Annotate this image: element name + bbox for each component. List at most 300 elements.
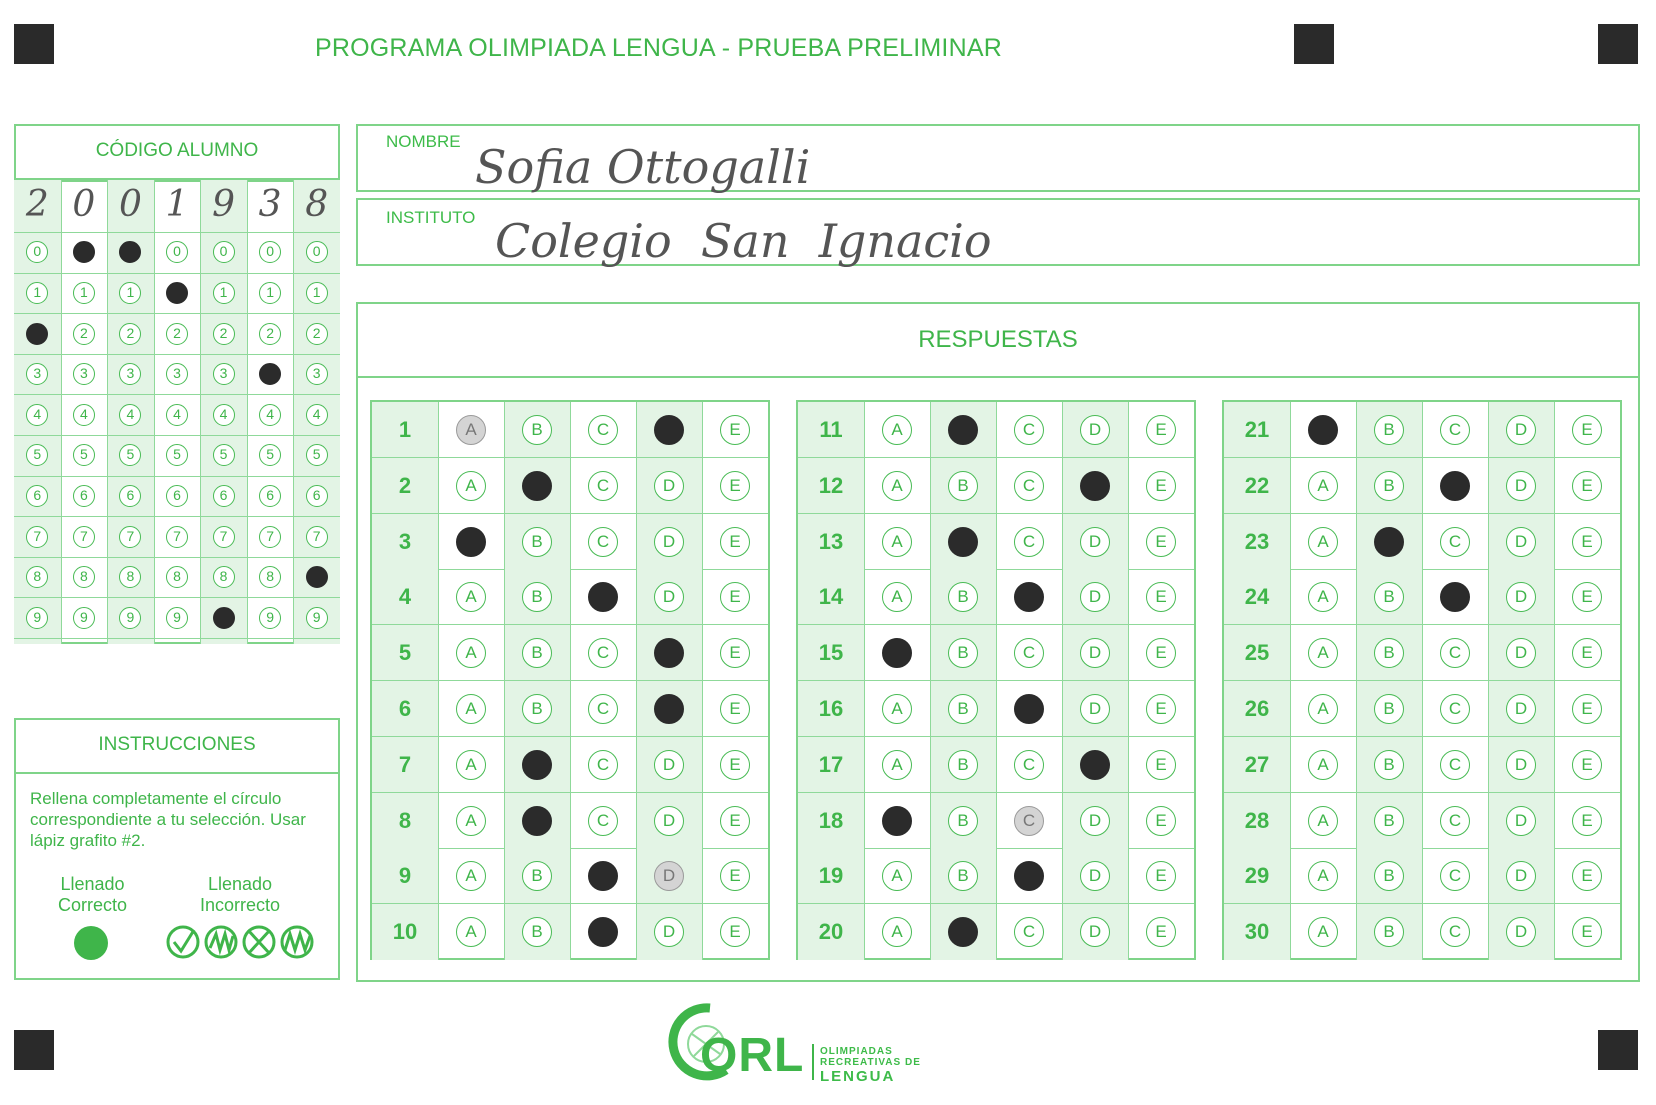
codigo-column-divider bbox=[247, 180, 248, 644]
codigo-bubble[interactable]: 0 bbox=[213, 241, 235, 263]
answer-bubble[interactable]: C bbox=[588, 750, 618, 780]
codigo-digit: 8 bbox=[305, 184, 329, 225]
answer-bubble[interactable]: E bbox=[1146, 582, 1176, 612]
answer-bubble[interactable] bbox=[588, 917, 618, 947]
answer-bubble[interactable] bbox=[1014, 582, 1044, 612]
answer-bubble[interactable]: C bbox=[588, 527, 618, 557]
codigo-bubble[interactable]: 0 bbox=[259, 241, 281, 263]
answer-bubble[interactable]: C bbox=[1440, 694, 1470, 724]
answer-bubble[interactable]: E bbox=[720, 917, 750, 947]
answer-bubble[interactable]: A bbox=[456, 638, 486, 668]
answer-cell bbox=[1356, 514, 1422, 570]
answer-bubble[interactable]: B bbox=[522, 638, 552, 668]
answer-cell bbox=[1488, 848, 1554, 904]
answer-bubble[interactable]: E bbox=[720, 638, 750, 668]
answer-cell bbox=[438, 904, 504, 960]
answer-bubble[interactable]: A bbox=[1308, 806, 1338, 836]
codigo-bubble[interactable]: 7 bbox=[166, 526, 188, 548]
answer-bubble[interactable]: A bbox=[882, 415, 912, 445]
codigo-bubble[interactable]: 1 bbox=[213, 282, 235, 304]
answer-bubble[interactable]: E bbox=[720, 806, 750, 836]
answer-cell bbox=[1488, 625, 1554, 681]
answer-bubble[interactable]: D bbox=[654, 917, 684, 947]
answer-bubble[interactable]: B bbox=[948, 861, 978, 891]
answer-bubble[interactable]: A bbox=[1308, 638, 1338, 668]
answer-bubble[interactable]: C bbox=[1440, 750, 1470, 780]
answer-bubble[interactable]: D bbox=[1506, 638, 1536, 668]
answer-col-divider bbox=[636, 793, 637, 849]
codigo-bubble[interactable]: 3 bbox=[306, 363, 328, 385]
codigo-bubble[interactable]: 8 bbox=[73, 566, 95, 588]
answer-bubble[interactable]: A bbox=[882, 471, 912, 501]
answer-col-divider bbox=[1128, 793, 1129, 849]
registration-mark-top-middle bbox=[1294, 24, 1334, 64]
answer-bubble[interactable]: E bbox=[1572, 917, 1602, 947]
answer-col-divider bbox=[864, 402, 865, 458]
answer-cell bbox=[1290, 458, 1356, 514]
codigo-bubble[interactable]: 4 bbox=[166, 404, 188, 426]
codigo-bubble[interactable]: 4 bbox=[259, 404, 281, 426]
answer-col-divider bbox=[1062, 793, 1063, 849]
codigo-bubble[interactable]: 9 bbox=[166, 607, 188, 629]
answer-bubble[interactable]: D bbox=[1506, 806, 1536, 836]
answer-bubble[interactable]: A bbox=[882, 527, 912, 557]
codigo-bubble[interactable]: 3 bbox=[166, 363, 188, 385]
codigo-bubble[interactable]: 1 bbox=[259, 282, 281, 304]
answer-cell bbox=[1554, 848, 1620, 904]
answer-bubble[interactable] bbox=[948, 527, 978, 557]
codigo-bubble[interactable]: 9 bbox=[306, 607, 328, 629]
answer-bubble[interactable]: D bbox=[1506, 582, 1536, 612]
answer-bubble[interactable]: E bbox=[1572, 527, 1602, 557]
answer-bubble[interactable] bbox=[1308, 415, 1338, 445]
answer-bubble[interactable] bbox=[522, 471, 552, 501]
answer-bubble[interactable]: D bbox=[1080, 694, 1110, 724]
answer-col-divider bbox=[996, 458, 997, 514]
answer-cell bbox=[1488, 458, 1554, 514]
answer-bubble[interactable] bbox=[522, 750, 552, 780]
answer-bubble[interactable]: A bbox=[882, 694, 912, 724]
codigo-bubble[interactable]: 3 bbox=[26, 363, 48, 385]
answer-bubble[interactable]: D bbox=[1080, 806, 1110, 836]
answer-col-divider bbox=[1062, 458, 1063, 514]
answer-bubble[interactable]: D bbox=[1506, 750, 1536, 780]
respuestas-divider bbox=[356, 376, 1640, 378]
codigo-bubble[interactable]: 0 bbox=[26, 241, 48, 263]
answer-bubble[interactable]: B bbox=[1374, 861, 1404, 891]
answer-bubble[interactable]: A bbox=[456, 582, 486, 612]
codigo-bubble[interactable]: 3 bbox=[213, 363, 235, 385]
answer-bubble[interactable]: A bbox=[1308, 861, 1338, 891]
answer-col-divider bbox=[570, 625, 571, 681]
answer-bubble[interactable] bbox=[654, 415, 684, 445]
answer-bubble[interactable]: B bbox=[948, 750, 978, 780]
answer-bubble[interactable]: B bbox=[522, 527, 552, 557]
codigo-bubble[interactable]: 2 bbox=[259, 323, 281, 345]
codigo-bubble[interactable] bbox=[213, 607, 235, 629]
answer-bubble[interactable] bbox=[948, 415, 978, 445]
answer-bubble[interactable]: B bbox=[948, 638, 978, 668]
codigo-bubble[interactable]: 2 bbox=[73, 323, 95, 345]
codigo-bubble[interactable]: 8 bbox=[166, 566, 188, 588]
answer-bubble[interactable]: E bbox=[1572, 806, 1602, 836]
answer-col-divider bbox=[636, 681, 637, 737]
answer-bubble[interactable]: B bbox=[1374, 415, 1404, 445]
answer-cell bbox=[702, 402, 768, 458]
answer-bubble[interactable]: D bbox=[1080, 527, 1110, 557]
answer-bubble[interactable]: E bbox=[1146, 806, 1176, 836]
answer-bubble[interactable]: B bbox=[522, 415, 552, 445]
answer-cell bbox=[864, 681, 930, 737]
answer-bubble[interactable]: E bbox=[1146, 638, 1176, 668]
answer-bubble[interactable]: C bbox=[1014, 638, 1044, 668]
answer-bubble[interactable]: D bbox=[1080, 638, 1110, 668]
answer-cell bbox=[1554, 514, 1620, 570]
answer-bubble[interactable]: A bbox=[456, 694, 486, 724]
answer-bubble[interactable]: D bbox=[1080, 415, 1110, 445]
answer-col-divider bbox=[864, 904, 865, 960]
codigo-bubble[interactable]: 0 bbox=[306, 241, 328, 263]
answer-bubble[interactable]: D bbox=[1506, 471, 1536, 501]
answer-bubble[interactable]: E bbox=[1146, 471, 1176, 501]
answer-cell bbox=[1062, 458, 1128, 514]
answer-bubble[interactable]: C bbox=[1014, 750, 1044, 780]
answer-bubble[interactable]: A bbox=[1308, 750, 1338, 780]
answer-col-divider bbox=[930, 625, 931, 681]
codigo-bubble[interactable]: 6 bbox=[26, 485, 48, 507]
answer-bubble[interactable]: D bbox=[1506, 527, 1536, 557]
codigo-bubble[interactable]: 7 bbox=[306, 526, 328, 548]
answer-bubble[interactable]: C bbox=[588, 638, 618, 668]
answer-bubble[interactable]: B bbox=[1374, 471, 1404, 501]
answer-cell bbox=[636, 402, 702, 458]
answer-bubble[interactable]: A bbox=[456, 415, 486, 445]
answer-cell bbox=[1554, 625, 1620, 681]
answer-cell bbox=[1128, 458, 1194, 514]
answer-bubble[interactable]: E bbox=[1146, 917, 1176, 947]
answer-cell bbox=[1128, 514, 1194, 570]
answer-col-divider bbox=[1488, 904, 1489, 960]
answer-col-divider bbox=[702, 793, 703, 849]
answer-bubble[interactable]: D bbox=[1080, 861, 1110, 891]
answer-col-divider bbox=[570, 458, 571, 514]
answer-row bbox=[798, 569, 1194, 625]
answer-bubble[interactable] bbox=[588, 582, 618, 612]
answer-row bbox=[798, 681, 1194, 737]
codigo-bubble[interactable]: 4 bbox=[26, 404, 48, 426]
answer-col-divider bbox=[1128, 737, 1129, 793]
answer-col-divider bbox=[636, 848, 637, 904]
codigo-bubble[interactable]: 2 bbox=[119, 323, 141, 345]
codigo-bubble[interactable]: 7 bbox=[73, 526, 95, 548]
answer-bubble[interactable]: C bbox=[588, 471, 618, 501]
answer-cell bbox=[1422, 793, 1488, 849]
answer-bubble[interactable]: A bbox=[1308, 694, 1338, 724]
answer-bubble[interactable]: E bbox=[1146, 694, 1176, 724]
answer-bubble[interactable]: D bbox=[654, 750, 684, 780]
codigo-bubble[interactable]: 5 bbox=[259, 444, 281, 466]
answer-row bbox=[372, 681, 768, 737]
codigo-bubble[interactable] bbox=[306, 566, 328, 588]
answer-bubble[interactable]: E bbox=[1572, 415, 1602, 445]
answer-bubble[interactable]: E bbox=[720, 582, 750, 612]
answer-bubble[interactable]: B bbox=[1374, 806, 1404, 836]
answer-bubble[interactable]: E bbox=[1572, 861, 1602, 891]
answer-col-divider bbox=[864, 569, 865, 625]
answer-bubble[interactable]: B bbox=[948, 694, 978, 724]
answer-bubble[interactable]: B bbox=[1374, 638, 1404, 668]
answer-bubble[interactable]: D bbox=[1506, 415, 1536, 445]
answer-bubble[interactable]: E bbox=[1146, 861, 1176, 891]
answer-bubble[interactable]: B bbox=[948, 806, 978, 836]
codigo-row-divider bbox=[14, 476, 340, 477]
answer-bubble[interactable]: B bbox=[1374, 750, 1404, 780]
question-number: 8 bbox=[372, 793, 438, 849]
answer-bubble[interactable]: B bbox=[948, 471, 978, 501]
answer-bubble[interactable]: D bbox=[654, 527, 684, 557]
answer-bubble[interactable]: C bbox=[1014, 917, 1044, 947]
answer-bubble[interactable]: D bbox=[1506, 861, 1536, 891]
answer-cell bbox=[702, 458, 768, 514]
codigo-bubble[interactable]: 5 bbox=[26, 444, 48, 466]
llenado-incorrecto-label: Llenado Incorrecto bbox=[199, 874, 281, 915]
codigo-bubble[interactable]: 4 bbox=[213, 404, 235, 426]
answer-col-divider bbox=[1062, 681, 1063, 737]
answer-bubble[interactable]: B bbox=[1374, 694, 1404, 724]
answer-bubble[interactable]: A bbox=[882, 917, 912, 947]
answer-col-divider bbox=[438, 848, 439, 904]
question-number: 7 bbox=[372, 737, 438, 793]
answer-cell bbox=[1488, 569, 1554, 625]
codigo-bubble[interactable]: 2 bbox=[166, 323, 188, 345]
answer-bubble[interactable]: B bbox=[948, 582, 978, 612]
answer-bubble[interactable]: B bbox=[522, 582, 552, 612]
answer-bubble[interactable]: E bbox=[720, 750, 750, 780]
codigo-bubble[interactable]: 5 bbox=[166, 444, 188, 466]
answer-bubble[interactable]: C bbox=[1014, 527, 1044, 557]
answer-bubble[interactable]: E bbox=[1572, 471, 1602, 501]
answer-row bbox=[372, 402, 768, 458]
codigo-bubble[interactable]: 4 bbox=[73, 404, 95, 426]
codigo-bubble[interactable] bbox=[26, 323, 48, 345]
codigo-bubble[interactable]: 5 bbox=[306, 444, 328, 466]
answer-bubble[interactable] bbox=[1080, 750, 1110, 780]
codigo-bubble[interactable]: 6 bbox=[213, 485, 235, 507]
answer-cell bbox=[1290, 737, 1356, 793]
answer-cell bbox=[1554, 458, 1620, 514]
codigo-bubble[interactable]: 1 bbox=[73, 282, 95, 304]
answer-bubble[interactable]: A bbox=[882, 750, 912, 780]
answer-col-divider bbox=[438, 402, 439, 458]
codigo-bubble[interactable]: 2 bbox=[306, 323, 328, 345]
answer-bubble[interactable]: C bbox=[588, 694, 618, 724]
answer-bubble[interactable]: C bbox=[1014, 806, 1044, 836]
codigo-bubble[interactable] bbox=[73, 241, 95, 263]
codigo-bubble[interactable]: 5 bbox=[213, 444, 235, 466]
answer-cell bbox=[1356, 681, 1422, 737]
answer-bubble[interactable]: A bbox=[882, 861, 912, 891]
codigo-digit: 2 bbox=[25, 184, 49, 225]
codigo-bubble[interactable]: 6 bbox=[119, 485, 141, 507]
question-number: 20 bbox=[798, 904, 864, 960]
answer-bubble[interactable]: E bbox=[720, 415, 750, 445]
answer-bubble[interactable]: D bbox=[1080, 582, 1110, 612]
answer-bubble[interactable]: C bbox=[1440, 638, 1470, 668]
answer-bubble[interactable]: E bbox=[720, 694, 750, 724]
answer-cell bbox=[1128, 625, 1194, 681]
answer-bubble[interactable]: A bbox=[1308, 527, 1338, 557]
answer-cell bbox=[636, 793, 702, 849]
answer-bubble[interactable]: E bbox=[1572, 694, 1602, 724]
answer-bubble[interactable]: B bbox=[522, 917, 552, 947]
answer-bubble[interactable]: B bbox=[1374, 917, 1404, 947]
answer-bubble[interactable] bbox=[588, 861, 618, 891]
answer-bubble[interactable]: E bbox=[1146, 415, 1176, 445]
codigo-bubble[interactable]: 9 bbox=[259, 607, 281, 629]
answer-bubble[interactable]: C bbox=[1014, 415, 1044, 445]
answer-bubble[interactable]: E bbox=[720, 861, 750, 891]
answer-bubble[interactable]: C bbox=[1440, 527, 1470, 557]
answer-cell bbox=[438, 402, 504, 458]
answer-cell bbox=[930, 458, 996, 514]
answer-bubble[interactable] bbox=[522, 806, 552, 836]
answer-bubble[interactable]: E bbox=[720, 527, 750, 557]
answer-bubble[interactable]: B bbox=[1374, 582, 1404, 612]
codigo-bubble[interactable]: 6 bbox=[259, 485, 281, 507]
answer-cell bbox=[1554, 681, 1620, 737]
codigo-bubble[interactable] bbox=[166, 282, 188, 304]
answer-col-divider bbox=[1128, 904, 1129, 960]
answer-bubble[interactable]: E bbox=[720, 471, 750, 501]
answer-cell bbox=[996, 793, 1062, 849]
answer-bubble[interactable]: A bbox=[1308, 582, 1338, 612]
answer-bubble[interactable] bbox=[882, 638, 912, 668]
codigo-bubble[interactable]: 5 bbox=[73, 444, 95, 466]
codigo-bubble[interactable]: 9 bbox=[119, 607, 141, 629]
instrucciones-label: INSTRUCCIONES bbox=[98, 734, 256, 755]
answer-cell bbox=[570, 904, 636, 960]
answer-cell bbox=[570, 625, 636, 681]
codigo-bubble[interactable]: 3 bbox=[73, 363, 95, 385]
answer-bubble[interactable] bbox=[882, 806, 912, 836]
answer-bubble[interactable] bbox=[1440, 582, 1470, 612]
answer-bubble[interactable] bbox=[1374, 527, 1404, 557]
answer-bubble[interactable]: A bbox=[456, 750, 486, 780]
codigo-bubble[interactable]: 8 bbox=[119, 566, 141, 588]
answer-bubble[interactable] bbox=[1014, 861, 1044, 891]
answer-col-divider bbox=[1290, 681, 1291, 737]
answer-bubble[interactable]: D bbox=[1080, 917, 1110, 947]
answer-bubble[interactable]: D bbox=[654, 582, 684, 612]
instrucciones-divider bbox=[14, 772, 340, 774]
answer-bubble[interactable]: E bbox=[1146, 527, 1176, 557]
answer-col-divider bbox=[1062, 625, 1063, 681]
codigo-bubble[interactable]: 6 bbox=[306, 485, 328, 507]
codigo-bubble[interactable]: 1 bbox=[26, 282, 48, 304]
codigo-bubble[interactable]: 0 bbox=[166, 241, 188, 263]
answer-bubble[interactable]: D bbox=[654, 471, 684, 501]
answer-bubble[interactable] bbox=[1080, 471, 1110, 501]
codigo-bubble[interactable]: 1 bbox=[119, 282, 141, 304]
answer-bubble[interactable]: A bbox=[1308, 917, 1338, 947]
answer-bubble[interactable] bbox=[654, 694, 684, 724]
answers-block bbox=[370, 400, 770, 960]
answer-col-divider bbox=[438, 793, 439, 849]
answer-col-divider bbox=[1422, 514, 1423, 570]
answer-bubble[interactable] bbox=[456, 527, 486, 557]
codigo-row-divider bbox=[14, 313, 340, 314]
codigo-bubble[interactable]: 8 bbox=[259, 566, 281, 588]
answer-bubble[interactable]: C bbox=[1440, 806, 1470, 836]
codigo-bubble[interactable]: 4 bbox=[306, 404, 328, 426]
codigo-bubble[interactable]: 7 bbox=[26, 526, 48, 548]
answer-bubble[interactable] bbox=[1014, 694, 1044, 724]
answer-bubble[interactable]: E bbox=[1572, 638, 1602, 668]
answer-bubble[interactable] bbox=[948, 917, 978, 947]
answer-bubble[interactable]: C bbox=[1440, 917, 1470, 947]
answer-bubble[interactable] bbox=[1440, 471, 1470, 501]
answer-bubble[interactable]: A bbox=[1308, 471, 1338, 501]
codigo-bubble[interactable]: 9 bbox=[26, 607, 48, 629]
answer-bubble[interactable]: D bbox=[1506, 917, 1536, 947]
codigo-bubble[interactable]: 7 bbox=[259, 526, 281, 548]
answer-bubble[interactable]: A bbox=[456, 806, 486, 836]
answer-cell bbox=[1290, 514, 1356, 570]
answer-bubble[interactable]: C bbox=[1440, 415, 1470, 445]
answer-bubble[interactable] bbox=[654, 638, 684, 668]
answer-bubble[interactable]: B bbox=[522, 861, 552, 891]
codigo-bubble[interactable]: 2 bbox=[213, 323, 235, 345]
codigo-bubble[interactable]: 9 bbox=[73, 607, 95, 629]
answer-bubble[interactable]: D bbox=[654, 861, 684, 891]
answer-row bbox=[798, 625, 1194, 681]
answer-bubble[interactable]: C bbox=[588, 806, 618, 836]
answer-bubble[interactable]: A bbox=[456, 471, 486, 501]
answer-bubble[interactable]: B bbox=[522, 694, 552, 724]
answer-bubble[interactable]: A bbox=[456, 917, 486, 947]
answer-bubble[interactable]: E bbox=[1572, 750, 1602, 780]
answer-bubble[interactable]: A bbox=[882, 582, 912, 612]
codigo-bubble[interactable]: 6 bbox=[73, 485, 95, 507]
codigo-bubble[interactable]: 1 bbox=[306, 282, 328, 304]
codigo-bubble[interactable]: 8 bbox=[26, 566, 48, 588]
question-number: 13 bbox=[798, 514, 864, 570]
answer-col-divider bbox=[1554, 625, 1555, 681]
codigo-bubble[interactable]: 8 bbox=[213, 566, 235, 588]
codigo-bubble[interactable]: 4 bbox=[119, 404, 141, 426]
codigo-bubble[interactable]: 5 bbox=[119, 444, 141, 466]
codigo-bubble[interactable]: 6 bbox=[166, 485, 188, 507]
answer-col-divider bbox=[438, 737, 439, 793]
answer-bubble[interactable]: A bbox=[456, 861, 486, 891]
answer-bubble[interactable]: C bbox=[588, 415, 618, 445]
answer-bubble[interactable]: C bbox=[1440, 861, 1470, 891]
answer-bubble[interactable]: E bbox=[1146, 750, 1176, 780]
answer-cell bbox=[1554, 569, 1620, 625]
answer-bubble[interactable]: E bbox=[1572, 582, 1602, 612]
codigo-bubble[interactable]: 3 bbox=[119, 363, 141, 385]
answer-bubble[interactable]: C bbox=[1014, 471, 1044, 501]
answer-bubble[interactable]: D bbox=[1506, 694, 1536, 724]
answer-col-divider bbox=[438, 625, 439, 681]
answer-col-divider bbox=[1554, 681, 1555, 737]
answer-cell bbox=[438, 625, 504, 681]
codigo-bubble[interactable]: 7 bbox=[213, 526, 235, 548]
answer-cell bbox=[864, 793, 930, 849]
answer-bubble[interactable]: D bbox=[654, 806, 684, 836]
codigo-bubble[interactable]: 7 bbox=[119, 526, 141, 548]
answer-col-divider bbox=[996, 402, 997, 458]
